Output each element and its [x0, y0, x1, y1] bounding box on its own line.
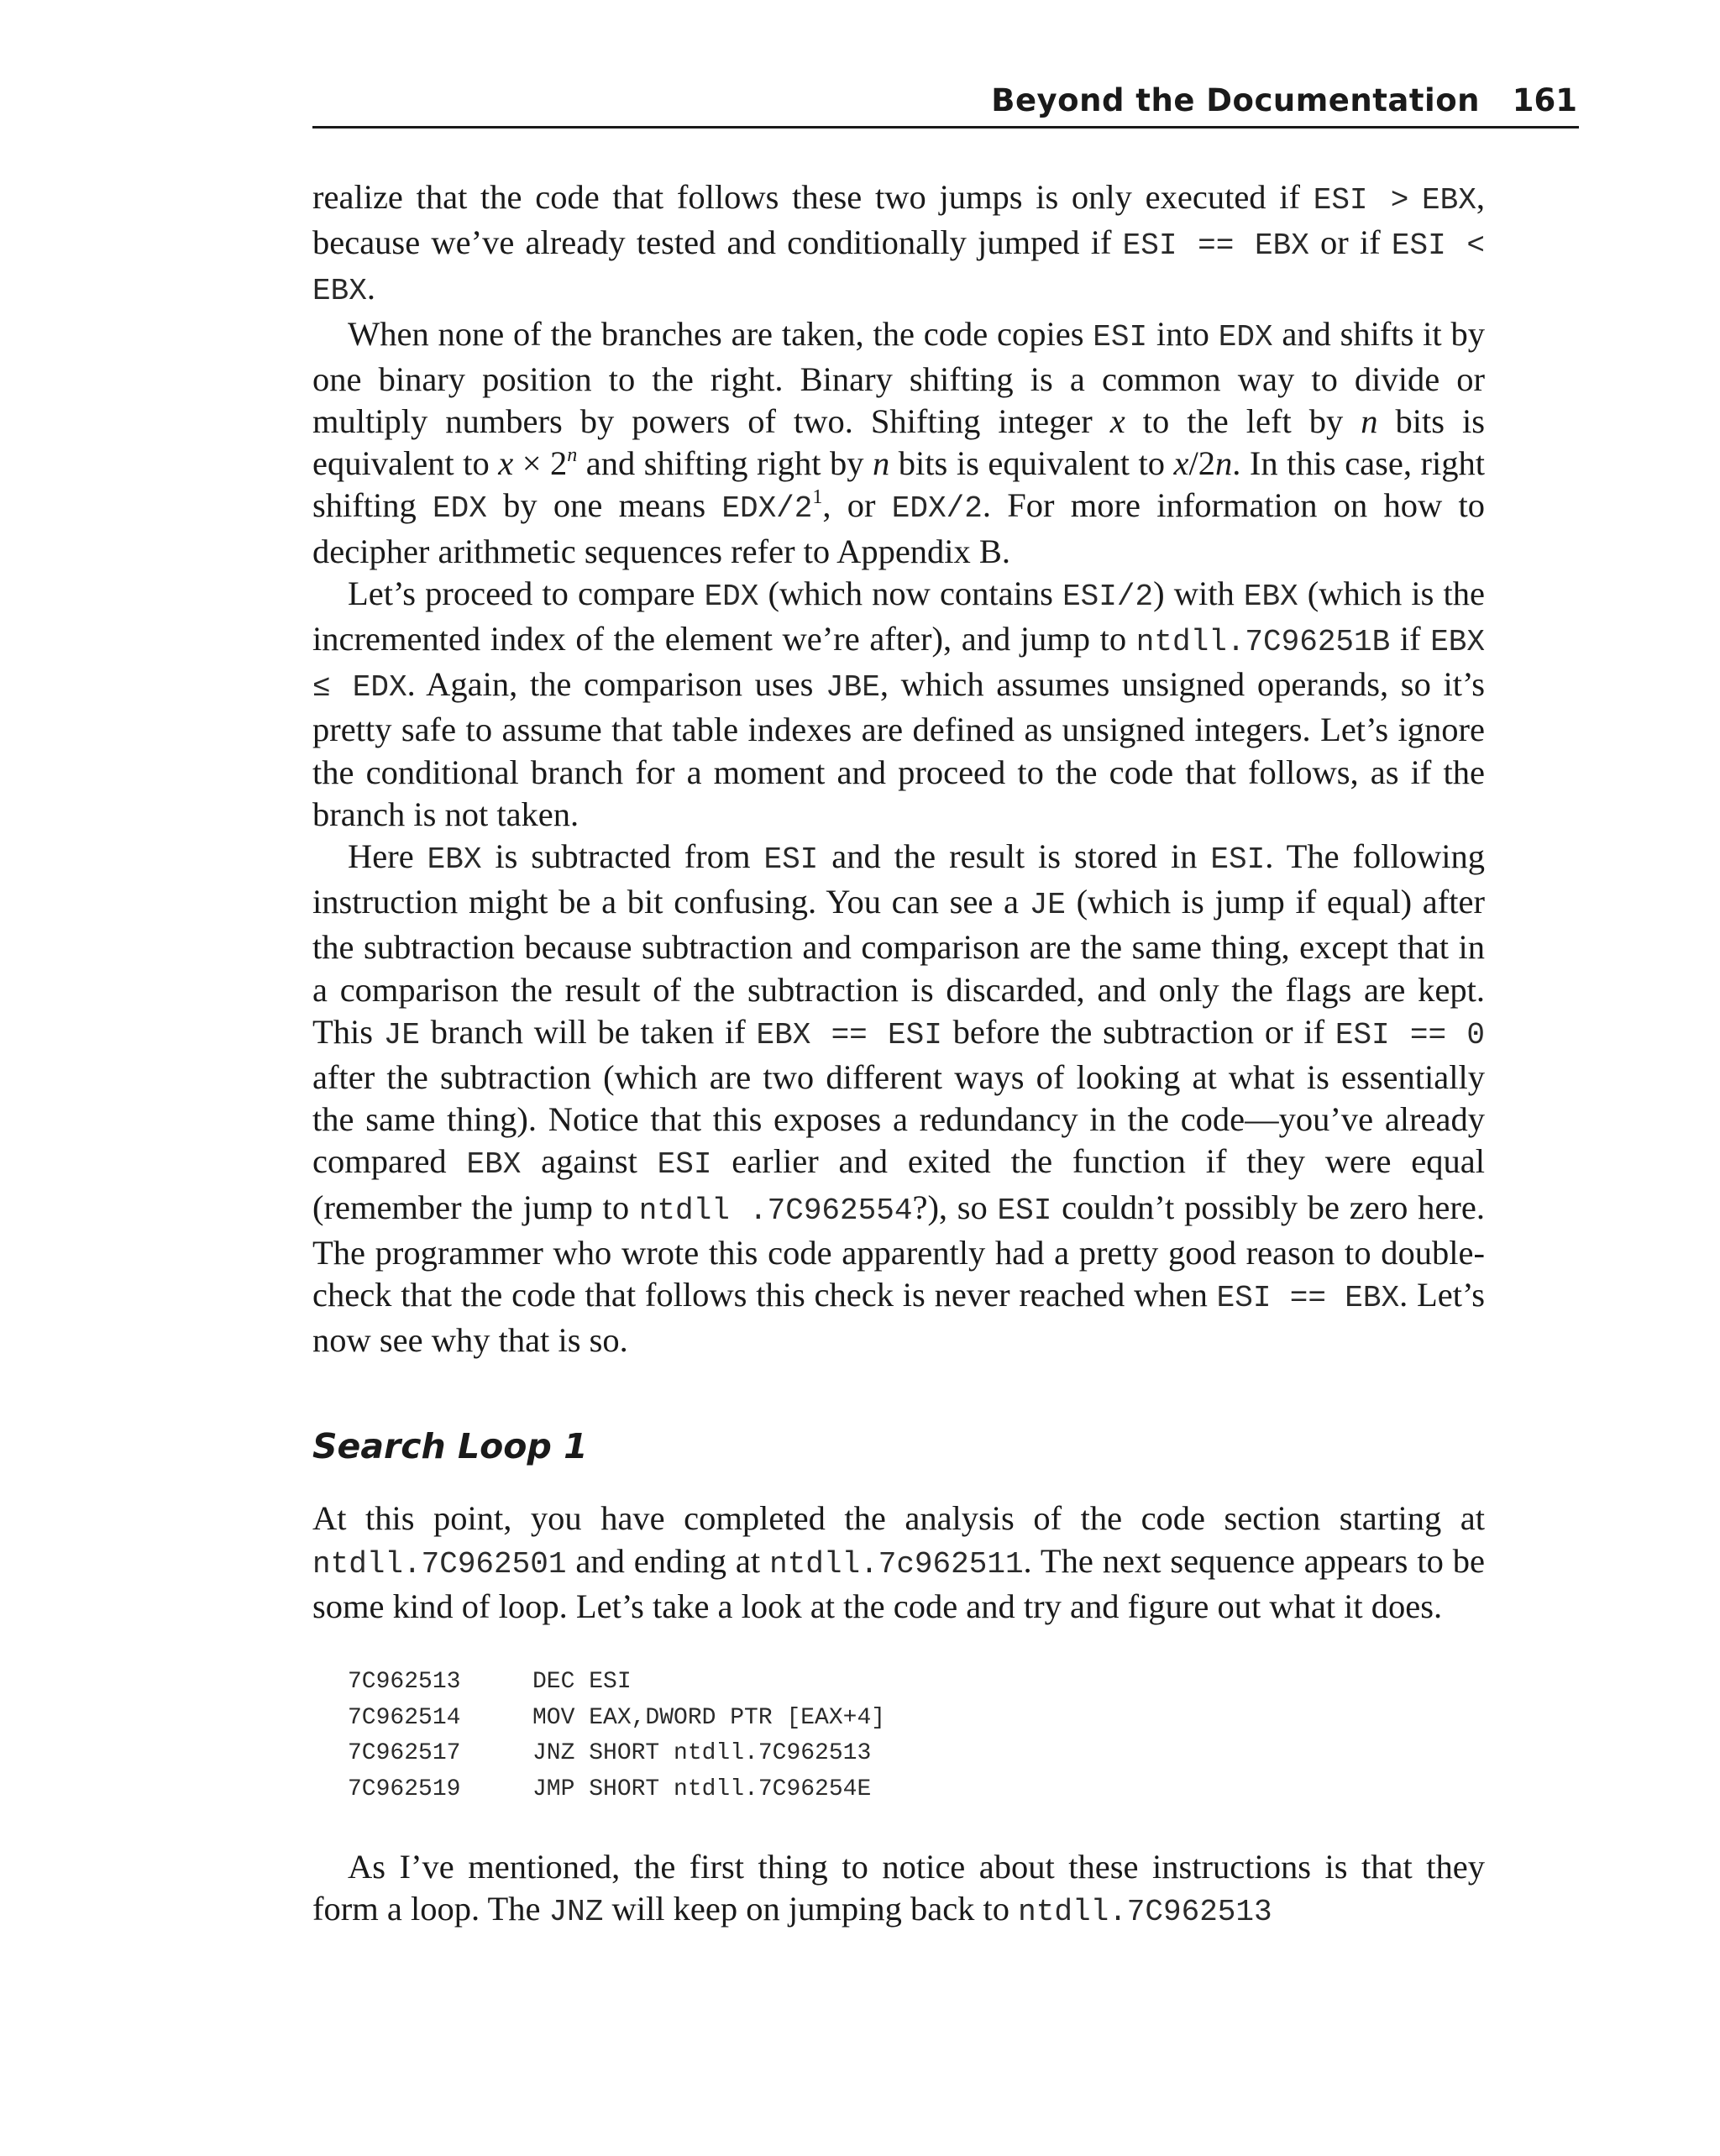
- math-variable: x: [498, 444, 514, 483]
- text-run: Here: [348, 837, 427, 876]
- inline-code: EBX: [1243, 579, 1298, 614]
- text-run: As I’ve mentioned, the first thing to notice about these instructions is that they form a loop. The: [312, 1848, 1485, 1928]
- text-run: earlier and exited the function if they were equal (remember the jump to: [312, 1142, 1486, 1226]
- text-run: (which is jump if equal) after the subtraction because subtraction and comparison are the same thing, except that in a comparison the result of the subtraction is discarded, and only the flags are kept. This: [312, 883, 1485, 1051]
- paragraph-5: [312, 1498, 1485, 1628]
- inline-code: ESI == EBX: [1216, 1281, 1400, 1316]
- text-run: (which now contains: [758, 574, 1063, 612]
- text-run: will keep on jumping back to: [603, 1890, 1019, 1928]
- text-run: if: [1390, 620, 1431, 658]
- inline-code: ESI: [657, 1147, 712, 1183]
- text-run: against: [521, 1142, 658, 1181]
- inline-code: EBX: [466, 1147, 522, 1183]
- inline-code: EDX: [704, 579, 759, 614]
- text-run: , or: [822, 486, 892, 525]
- text-run: bits is equivalent to: [312, 402, 1485, 483]
- inline-code: ESI/2: [1062, 579, 1154, 614]
- text-run: × 2: [513, 444, 568, 483]
- body-text: [312, 176, 1485, 1934]
- inline-code: EDX/2: [721, 491, 813, 527]
- text-run: into: [1147, 314, 1219, 353]
- code-address: 7C962519: [348, 1776, 461, 1802]
- text-run: by one means: [486, 486, 722, 525]
- superscript: n: [567, 443, 578, 466]
- code-instruction: JNZ SHORT ntdll.7C962513: [532, 1740, 872, 1767]
- text-run: bits is equivalent to: [889, 444, 1174, 483]
- text-run: [1408, 178, 1422, 216]
- section-heading: Search Loop 1: [312, 1426, 588, 1467]
- text-run: , because we’ve already tested and conditionally jumped if: [312, 178, 1485, 262]
- inline-code: ESI: [997, 1193, 1052, 1228]
- text-run: and shifting right by: [577, 444, 873, 483]
- text-run: . Again, the comparison uses: [406, 665, 826, 704]
- text-run: When none of the branches are taken, the code copies: [348, 314, 1093, 353]
- inline-code: ntdll.7c962511: [769, 1546, 1024, 1582]
- text-run: . The following instruction might be a bit confusing. You can see a: [312, 837, 1485, 921]
- text-run: . Let’s now see why that is so.: [312, 1276, 1485, 1360]
- inline-code: ntdll.7C962501: [312, 1546, 567, 1582]
- math-variable: x: [1109, 402, 1125, 441]
- paragraph-4: [312, 836, 1485, 1361]
- inline-code: ntdll.7C96251B: [1135, 625, 1391, 660]
- text-run: .: [366, 269, 375, 307]
- inline-code: ESI == EBX: [1122, 228, 1309, 264]
- code-address: 7C962513: [348, 1669, 461, 1696]
- inline-code: ntdll.7C962513: [1018, 1895, 1272, 1930]
- text-run: ?), so: [912, 1188, 998, 1226]
- text-run: after the subtraction (which are two different ways of looking at what is essentially the same thing). Notice that this exposes a redundancy in the code—you’ve already compared: [312, 1058, 1485, 1181]
- paragraph-6: [312, 1846, 1485, 1933]
- text-run: /2: [1188, 444, 1216, 483]
- text-run: or if: [1308, 223, 1392, 262]
- math-variable: x: [1173, 444, 1189, 483]
- text-run: Let’s proceed to compare: [348, 574, 705, 612]
- inline-code: ESI: [1093, 319, 1148, 354]
- code-line: [348, 1665, 1485, 1701]
- code-line: [348, 1736, 1485, 1772]
- text-run: (which is the incremented index of the element we’re after), and jump to: [312, 574, 1485, 658]
- inline-code: JNZ: [548, 1895, 604, 1930]
- text-run: and ending at: [566, 1541, 770, 1580]
- math-variable: n: [1361, 402, 1378, 441]
- text-run: ) with: [1153, 574, 1244, 612]
- math-variable: n: [1215, 444, 1233, 483]
- text-run: and shifts it by one binary position to the right. Binary shifting is a common way to divide or multiply numbers by powers of two. Shifting integer: [312, 314, 1485, 441]
- inline-code: EDX: [433, 491, 487, 527]
- text-run: couldn’t possibly be zero here. The programmer who wrote this code apparently had a pretty good reason to double-check that the code that follows this check is never reached when: [312, 1188, 1485, 1314]
- running-header: [312, 81, 1579, 129]
- inline-code: ESI == 0: [1335, 1017, 1485, 1052]
- code-line: [348, 1701, 1485, 1737]
- code-listing: [348, 1665, 1485, 1807]
- inline-code: JE: [1029, 888, 1066, 923]
- inline-code: JE: [383, 1017, 420, 1052]
- code-instruction: JMP SHORT ntdll.7C96254E: [532, 1776, 872, 1802]
- code-instruction: MOV EAX,DWORD PTR [EAX+4]: [532, 1704, 886, 1731]
- paragraph-2: [312, 313, 1485, 573]
- inline-code: EBX == ESI: [756, 1017, 942, 1052]
- inline-code: ESI < EBX: [312, 228, 1485, 309]
- text-run: is subtracted from: [481, 837, 764, 876]
- text-run: to the left by: [1125, 402, 1361, 441]
- inline-code: ESI: [763, 842, 819, 878]
- text-run: before the subtraction or if: [941, 1012, 1335, 1051]
- text-run: . For more information on how to decipher arithmetic sequences refer to Appendix B.: [312, 486, 1485, 570]
- code-instruction: DEC ESI: [532, 1669, 632, 1696]
- inline-code: ESI >: [1313, 183, 1409, 218]
- page-number: 161: [1512, 82, 1577, 118]
- paragraph-3: [312, 573, 1485, 836]
- text-run: and the result is stored in: [818, 837, 1211, 876]
- running-header-title: Beyond the Documentation: [991, 82, 1480, 118]
- text-run: . The next sequence appears to be some kind of loop. Let’s take a look at the code and try and figure out what it does.: [312, 1541, 1486, 1625]
- text-run: branch will be taken if: [420, 1012, 757, 1051]
- text-run: realize that the code that follows these two jumps is only executed if: [312, 178, 1314, 216]
- superscript: 1: [812, 485, 823, 508]
- code-address: 7C962514: [348, 1704, 461, 1731]
- text-run: . In this case, right shifting: [312, 444, 1485, 525]
- inline-code: JBE: [826, 670, 880, 706]
- inline-code: ESI: [1210, 842, 1266, 878]
- inline-code: EDX/2: [891, 491, 983, 527]
- inline-code: EBX ≤ EDX: [312, 625, 1485, 706]
- inline-code: ntdll .7C962554: [638, 1193, 913, 1228]
- code-address: 7C962517: [348, 1740, 461, 1767]
- inline-code: EDX: [1218, 319, 1273, 354]
- paragraph-1: [312, 176, 1485, 313]
- text-run: , which assumes unsigned operands, so it’s pretty safe to assume that table indexes are defined as unsigned integers. Let’s ignore the conditional branch for a moment and proceed to the code that follows, as if the branch is not taken.: [312, 665, 1485, 833]
- inline-code: EBX: [427, 842, 482, 878]
- code-line: [348, 1772, 1485, 1808]
- inline-code: EBX: [1422, 183, 1476, 218]
- text-run: At this point, you have completed the analysis of the code section starting at: [312, 1499, 1485, 1538]
- math-variable: n: [873, 444, 890, 483]
